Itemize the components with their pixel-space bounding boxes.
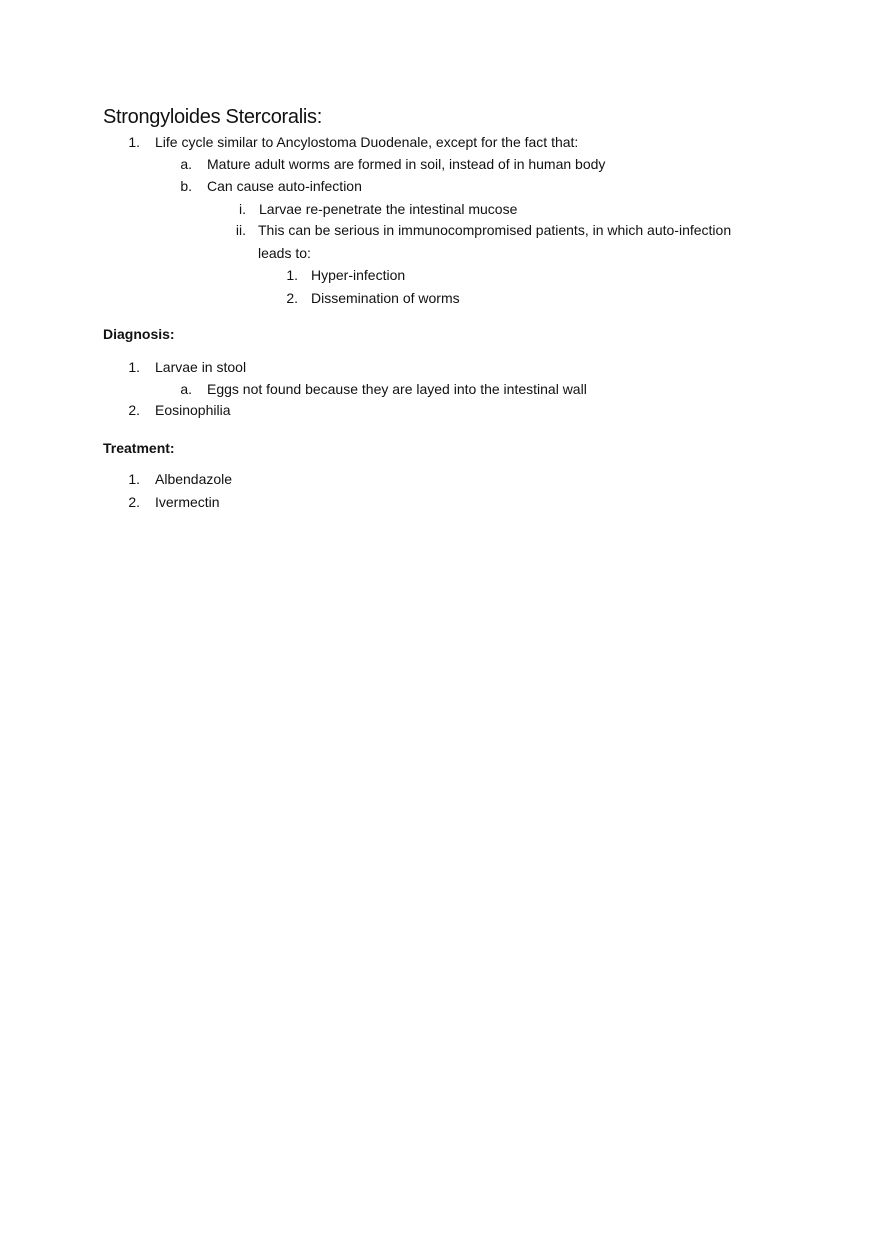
- list-item-adult-worms: Mature adult worms are formed in soil, instead of in human body: [207, 156, 606, 172]
- list-marker: b.: [180, 178, 192, 194]
- list-marker: a.: [180, 156, 192, 172]
- list-marker: 1.: [128, 471, 140, 487]
- list-item-dissemination: Dissemination of worms: [311, 290, 460, 306]
- treatment-heading: Treatment:: [103, 440, 175, 456]
- page-title: Strongyloides Stercoralis:: [103, 106, 322, 128]
- list-item-eggs-not-found: Eggs not found because they are layed into the intestinal wall: [207, 381, 587, 397]
- list-item-larvae-penetrate: Larvae re-penetrate the intestinal mucose: [259, 201, 518, 217]
- list-item-life-cycle: Life cycle similar to Ancylostoma Duodenale, except for the fact that:: [155, 134, 579, 150]
- list-item-auto-infection: Can cause auto-infection: [207, 178, 362, 194]
- list-marker: 1.: [286, 267, 298, 283]
- list-item-immunocompromised-cont: leads to:: [258, 245, 311, 261]
- list-marker: 2.: [128, 402, 140, 418]
- list-item-larvae-in-stool: Larvae in stool: [155, 359, 247, 375]
- list-marker: 1.: [128, 359, 140, 375]
- list-item-albendazole: Albendazole: [155, 471, 233, 487]
- list-marker: 1.: [128, 134, 140, 150]
- list-marker: 2.: [128, 494, 140, 510]
- diagnosis-heading: Diagnosis:: [103, 326, 175, 342]
- list-item-immunocompromised: This can be serious in immunocompromised patients, in which auto-infection: [258, 222, 732, 238]
- list-marker: i.: [239, 201, 246, 217]
- list-marker: a.: [180, 381, 192, 397]
- list-item-eosinophilia: Eosinophilia: [155, 402, 231, 418]
- list-item-ivermectin: Ivermectin: [155, 494, 220, 510]
- list-marker: 2.: [286, 290, 298, 306]
- list-item-hyper-infection: Hyper-infection: [311, 267, 406, 283]
- list-marker: ii.: [235, 222, 246, 238]
